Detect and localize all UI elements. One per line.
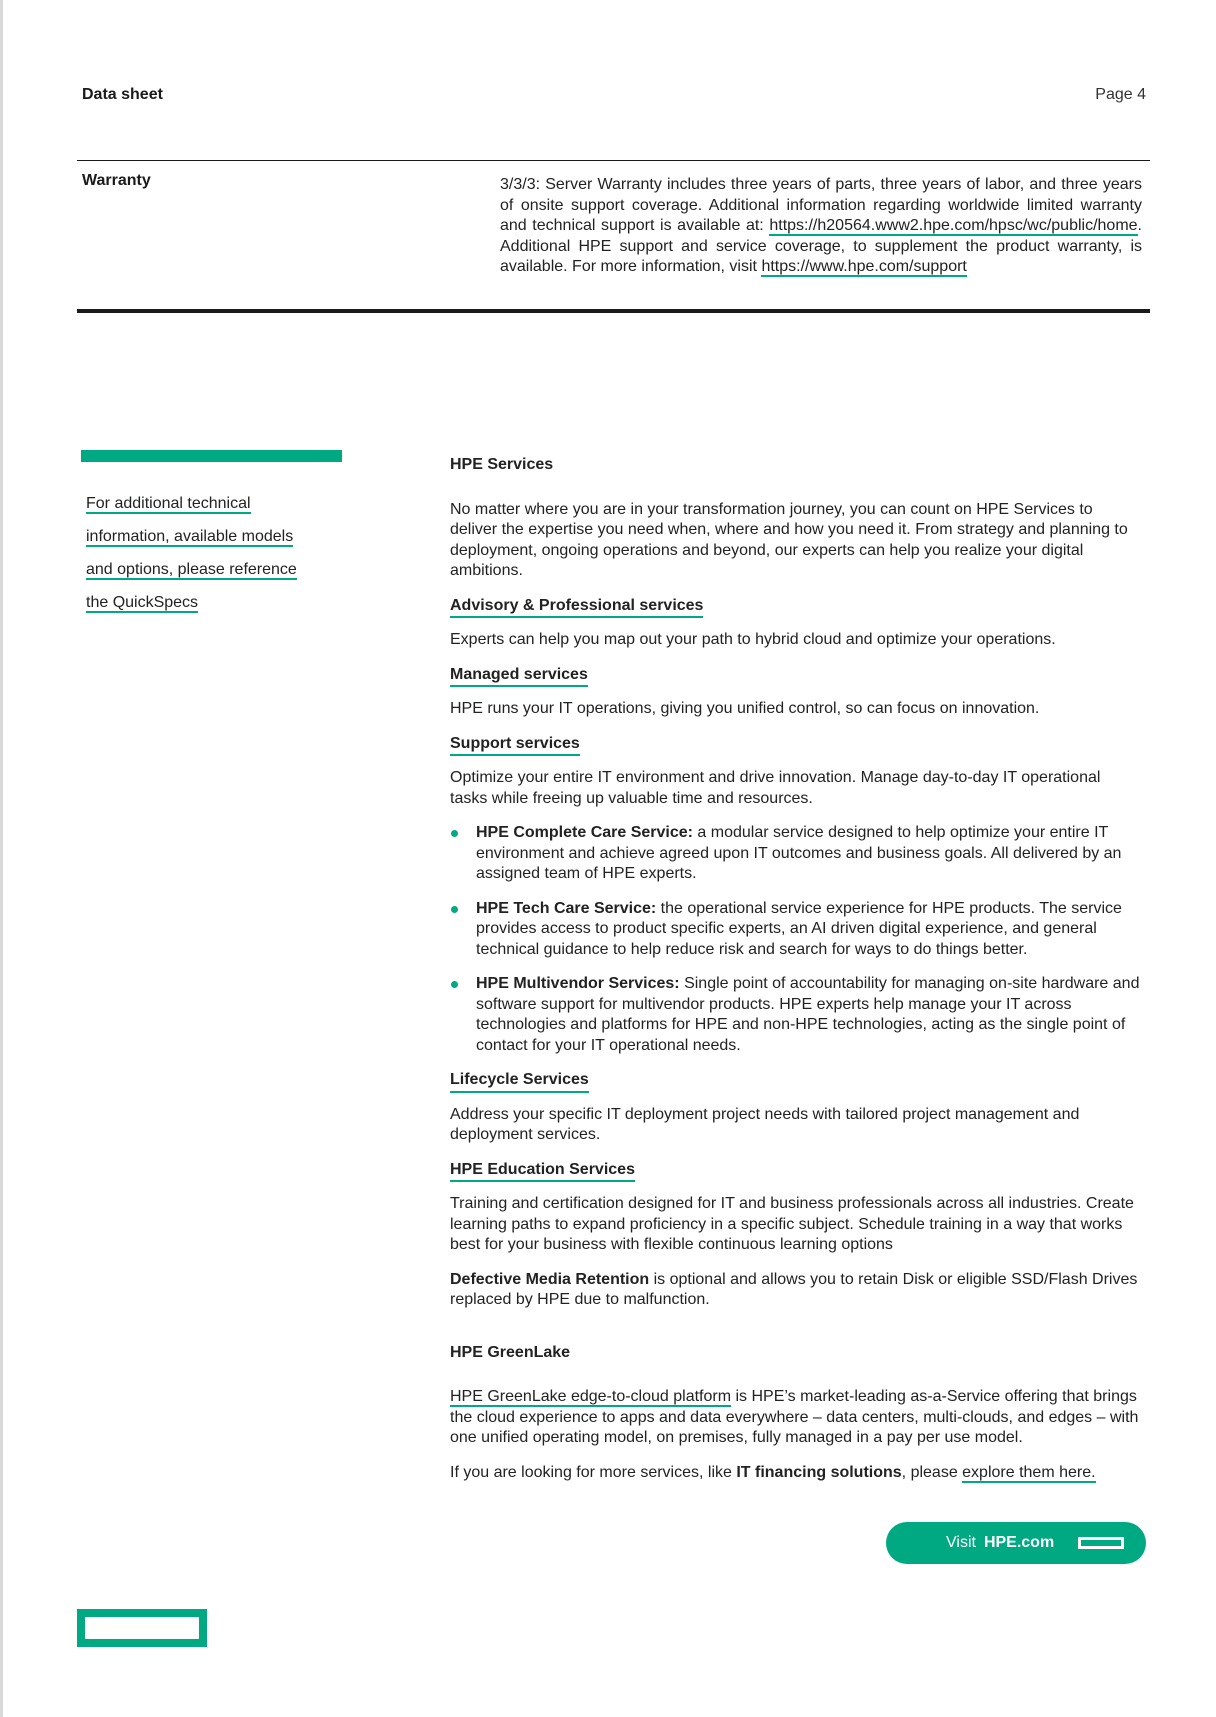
bullet-text: a modular service designed to help optimize your entire IT environment and achieve agreed upon IT outcomes and business goals. All delivered by an assigned team of HPE experts. <box>476 824 1122 882</box>
quickspecs-link[interactable] <box>86 487 346 619</box>
quickspecs-link-line4[interactable]: the QuickSpecs <box>86 594 199 611</box>
bullet-text: the operational service experience for HPE products. The service provides access to product specific experts, an AI driven digital experience, and general technical guidance to help reduce risk and search for ways to do things better. <box>476 899 1122 958</box>
support-link[interactable]: Support services <box>450 734 580 757</box>
advisory-link[interactable]: Advisory & Professional services <box>450 596 703 619</box>
services-title: HPE Services <box>450 456 554 473</box>
services-intro: No matter where you are in your transformation journey, you can count on HPE Services to deliver the expertise you need when, where and how you need it. From strategy and planning to deployment, ongoing operations and beyond, our experts can help you realize your digital ambitions. <box>450 500 1128 579</box>
sidebar-accent-bar <box>81 450 342 462</box>
more-services-paragraph <box>450 1463 1140 1484</box>
bullet-title: HPE Tech Care Service: <box>476 899 657 917</box>
visit-label: Visit <box>946 1534 976 1551</box>
hpe-rectangle-icon <box>1078 1537 1124 1549</box>
it-financing-label: IT financing solutions <box>736 1463 902 1481</box>
support-text: Optimize your entire IT environment and drive innovation. Manage day-to-day IT operational tasks while freeing up valuable time and resources. <box>450 769 1101 807</box>
support-bullet-list <box>450 823 1140 1056</box>
lifecycle-link[interactable]: Lifecycle Services <box>450 1070 589 1093</box>
page-number: Page 4 <box>1095 86 1146 103</box>
warranty-text-part2: . Additional HPE support and service coverage, to supplement the product warranty, is available. For more information, visit <box>500 217 1142 275</box>
dmr-text: is optional and allows you to retain Disk or eligible SSD/Flash Drives replaced by HPE due to malfunction. <box>450 1270 1138 1308</box>
education-text: Training and certification designed for IT and business professionals across all industries. Create learning paths to expand proficiency in a specific subject. Schedule training in a way that works best for your business with flexible continuous learning options <box>450 1195 1134 1253</box>
visit-hpe-button[interactable] <box>886 1522 1146 1564</box>
warranty-text-part1: 3/3/3: Server Warranty includes three years of parts, three years of labor, and three years of onsite support coverage. Additional information regarding worldwide limited warranty and technical support is available at: <box>500 176 1142 234</box>
dmr-paragraph <box>450 1270 1140 1311</box>
bullet-icon <box>451 906 458 913</box>
bullet-icon <box>451 830 458 837</box>
more-services-text-2: , please <box>901 1463 963 1481</box>
hpe-logo-icon <box>77 1609 207 1647</box>
greenlake-link[interactable]: HPE GreenLake edge-to-cloud platform <box>450 1388 732 1405</box>
education-link[interactable]: HPE Education Services <box>450 1160 635 1183</box>
warranty-label: Warranty <box>82 172 151 189</box>
page-edge <box>0 0 3 1717</box>
dmr-title: Defective Media Retention <box>450 1270 650 1288</box>
bullet-title: HPE Complete Care Service: <box>476 824 693 841</box>
list-item <box>450 974 1140 1056</box>
services-section <box>450 455 1140 1483</box>
quickspecs-link-line3[interactable]: and options, please reference <box>86 561 297 578</box>
advisory-text: Experts can help you map out your path to hybrid cloud and optimize your operations. <box>450 631 1056 648</box>
visit-brand: HPE.com <box>983 1534 1055 1551</box>
greenlake-title: HPE GreenLake <box>450 1343 571 1361</box>
hpe-support-link[interactable]: https://www.hpe.com/support <box>761 258 967 275</box>
managed-text: HPE runs your IT operations, giving you unified control, so can focus on innovation. <box>450 700 1040 717</box>
bullet-title: HPE Multivendor Services: <box>476 975 680 992</box>
lifecycle-text: Address your specific IT deployment project needs with tailored project management and deployment services. <box>450 1105 1080 1143</box>
warranty-text <box>500 175 1142 278</box>
divider-bottom <box>77 309 1150 313</box>
explore-link[interactable]: explore them here. <box>962 1463 1096 1481</box>
bullet-text: Single point of accountability for managing on-site hardware and software support for multivendor products. HPE experts help manage your IT across technologies and platforms for HPE and non-HPE technologies, acting as the single point of contact for your IT operational needs. <box>476 975 1140 1054</box>
quickspecs-link-line2[interactable]: information, available models <box>86 528 294 545</box>
list-item <box>450 899 1140 961</box>
bullet-icon <box>451 981 458 988</box>
list-item <box>450 823 1140 885</box>
more-services-text: If you are looking for more services, like <box>450 1463 737 1481</box>
managed-link[interactable]: Managed services <box>450 665 588 688</box>
divider-top <box>77 160 1150 161</box>
warranty-support-link[interactable]: https://h20564.www2.hpe.com/hpsc/wc/public/home <box>769 217 1138 234</box>
doc-title: Data sheet <box>82 86 163 103</box>
greenlake-text: is HPE’s market-leading as-a-Service offering that brings the cloud experience to apps and data everywhere – data centers, multi-clouds, and edges – with one unified operating model, on premises, fully managed in a pay per use model. <box>450 1388 1139 1446</box>
quickspecs-link-line1[interactable]: For additional technical <box>86 495 251 512</box>
greenlake-paragraph <box>450 1387 1140 1449</box>
